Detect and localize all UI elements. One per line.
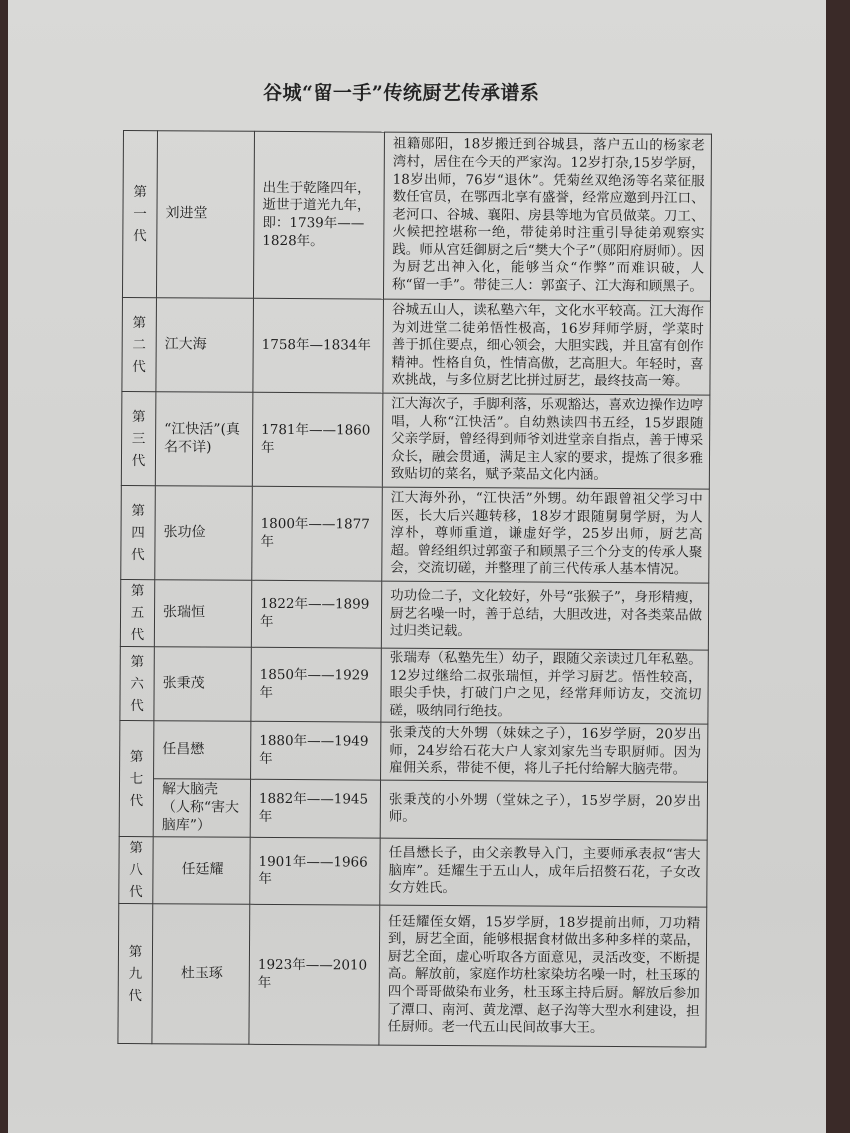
- table-row: [121, 485, 710, 583]
- name-cell: 任昌懋: [154, 721, 251, 780]
- table-row: [119, 837, 707, 908]
- dates-cell: 1758年—1834年: [253, 298, 384, 393]
- table-row: [122, 297, 711, 395]
- name-cell: 江大海: [156, 298, 254, 393]
- name-cell: “江快活”(真名不详): [155, 392, 253, 487]
- name-cell: 解大脑壳（人称“害大脑库”）: [153, 779, 250, 837]
- name-cell: 刘进堂: [156, 131, 254, 299]
- name-cell: 张秉茂: [154, 647, 251, 722]
- name-cell: 任廷耀: [153, 837, 250, 905]
- dates-cell: 1901年——1966年: [250, 837, 380, 905]
- generation-cell: 第二代: [122, 297, 157, 391]
- table-row: [118, 904, 707, 1048]
- dates-cell: 1882年——1945年: [250, 780, 380, 839]
- table-row: [119, 779, 707, 840]
- dates-cell: 1923年——2010年: [249, 904, 380, 1045]
- dates-cell: 1850年——1929年: [251, 647, 381, 722]
- table-row: [121, 391, 710, 489]
- generation-cell: 第五代: [120, 579, 154, 646]
- description-cell: 江大海次子，手脚利落，乐观豁达，喜欢边操作边哼唱，人称“江快活”。自幼熟读四书五经，15岁跟随父亲学厨，曾经得到师爷刘进堂亲自指点，善于博采众长，融会贯通，满足主人家的要求，提炼了很多雅致贴切的菜名，赋予菜品文化内涵。: [382, 393, 710, 489]
- name-cell: 张功俭: [155, 486, 253, 581]
- generation-cell: 第七代: [119, 721, 154, 837]
- description-cell: 江大海外孙，“江快活”外甥。幼年跟曾祖父学习中医，长大后兴趣转移，18岁才跟随舅舅学厨，为人淳朴，尊师重道，谦虚好学，25岁出师，厨艺高超。曾经组织过郭蛮子和顾黑子三个分支的传承人聚会，交流切磋，并整理了前三代传承人基本情况。: [382, 487, 710, 583]
- generation-cell: 第九代: [118, 904, 153, 1044]
- name-cell: 杜玉琢: [152, 904, 250, 1045]
- dates-cell: 出生于乾隆四年，逝世于道光九年，即：1739年——1828年。: [253, 131, 384, 299]
- dates-cell: 1822年——1899年: [251, 580, 381, 648]
- description-cell: 张秉茂的小外甥（堂妹之子），15岁学厨，20岁出师。: [380, 780, 707, 840]
- dates-cell: 1800年——1877年: [252, 486, 383, 581]
- document-title: 谷城“留一手”传统厨艺传承谱系: [263, 82, 540, 104]
- description-cell: 谷城五山人，读私塾六年，文化水平较高。江大海作为刘进堂二徒弟悟性极高，16岁拜师学厨，学菜时善于抓住要点，细心领会，大胆实践，并且富有创作精神。性格自负，性情高傲，艺高胆大。年轻时，喜欢挑战，与多位厨艺比拼过厨艺，最终技高一筹。: [383, 299, 711, 395]
- generation-cell: 第三代: [121, 391, 156, 485]
- generation-cell: 第一代: [122, 131, 157, 298]
- table-row: [120, 646, 708, 724]
- paper-sheet: [8, 0, 826, 1133]
- description-cell: 祖籍郧阳，18岁搬迁到谷城县，落户五山的杨家老湾村，居住在今天的严家沟。12岁打杂,15岁学厨，18岁出师，76岁“退休”。凭菊丝双绝汤等名菜征服数任官员，在鄂西北享有盛誉，经常应邀到丹江口、老河口、谷城、襄阳、房县等地为官员做菜。刀工、火候把控堪称一绝，带徒弟时注重引导徒弟观察实践。师从宫廷御厨之后“樊大个子”（郧阳府厨师）。因为厨艺出神入化，能够当众“作弊”而难识破，人称“留一手”。带徒三人：郭蛮子、江大海和顾黑子。: [383, 132, 711, 301]
- generation-cell: 第六代: [120, 646, 154, 721]
- description-cell: 任昌懋长子，由父亲教导入门，主要师承表叔“害大脑库”。廷耀生于五山人，成年后招赘石花，子女改女方姓氏。: [380, 838, 707, 907]
- name-cell: 张瑞恒: [154, 580, 251, 648]
- table-row: [122, 131, 711, 302]
- description-cell: 张瑞寿（私塾先生）幼子，跟随父亲读过几年私塾。12岁过继给二叔张瑞恒，并学习厨艺。悟性较高，眼尖手快，打破门户之见，经常拜师访友，交流切磋，吸纳同行绝技。: [381, 648, 708, 724]
- generation-cell: 第四代: [121, 485, 156, 579]
- table-row: [120, 721, 708, 783]
- table-row: [120, 579, 708, 650]
- description-cell: 功功俭二子，文化较好，外号“张猴子”，身形精瘦，厨艺名噪一时，善于总结，大胆改进，对各类菜品做过归类记载。: [381, 581, 708, 650]
- generation-cell: 第八代: [119, 837, 153, 904]
- dates-cell: 1880年——1949年: [251, 722, 381, 781]
- lineage-table: [117, 130, 712, 1048]
- description-cell: 任廷耀侄女婿，15岁学厨，18岁提前出师，刀功精到，厨艺全面，能够根据食材做出多种多样的菜品，厨艺全面，虚心听取各方面意见，灵活改变，不断提高。解放前，家庭作坊杜家染坊名噪一时，杜玉琢的四个哥哥做染布业务，杜玉琢主持后厨。解放后参加了潭口、南河、黄龙潭、赵子沟等大型水利建设，担任厨师。老一代五山民间故事大王。: [379, 905, 707, 1047]
- dates-cell: 1781年——1860年: [252, 392, 383, 487]
- description-cell: 张秉茂的大外甥（妹妹之子），16岁学厨，20岁出师，24岁给石花大户人家刘家先当专职厨师。因为雇佣关系，带徒不便，将儿子托付给解大脑壳带。: [381, 722, 708, 782]
